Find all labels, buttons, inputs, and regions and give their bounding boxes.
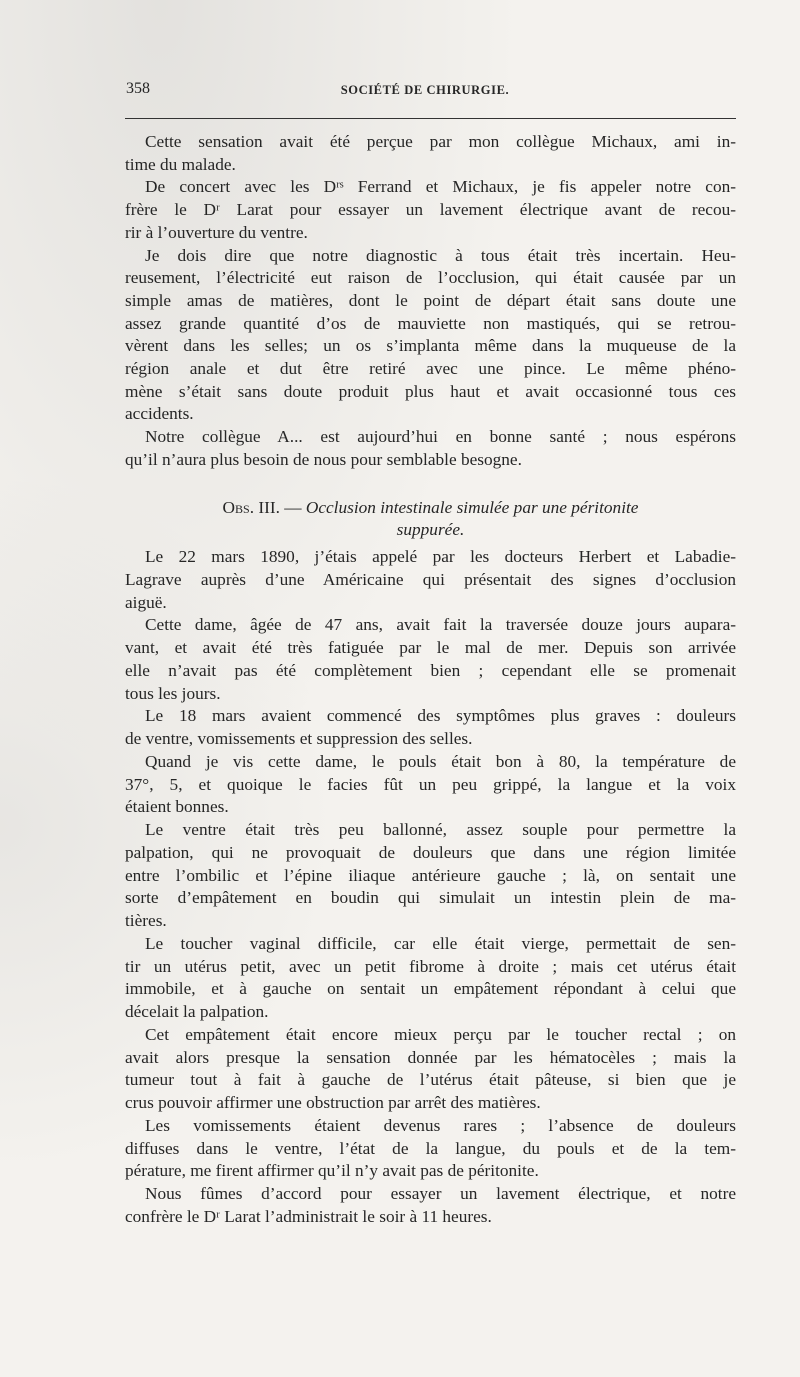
text-line: Quand je vis cette dame, le pouls était bon à 80, la température de [145, 751, 736, 771]
text-line: rir à l’ouverture du ventre. [125, 222, 308, 242]
text-line: Le 18 mars avaient commencé des symptômes plus graves : douleurs [145, 706, 736, 726]
text-line: simple amas de matières, dont le point de départ était sans doute une [125, 290, 736, 310]
text-line: confrère le Dʳ Larat l’administrait le soir à 11 heures. [125, 1206, 492, 1226]
text-line: palpation, qui ne provoquait de douleurs que dans une région limitée [125, 842, 736, 862]
text-line: vant, et avait été très fatiguée par le mal de mer. Depuis son arrivée [125, 638, 736, 657]
header-rule [125, 118, 736, 119]
text-line: tières. [125, 911, 167, 930]
text-line: avait alors presque la sensation donnée par les hématocèles ; mais la [125, 1047, 736, 1067]
text-line: mène s’était sans doute produit plus haut et avait occasionné tous ces [125, 381, 736, 401]
text-line: assez grande quantité d’os de mauviette non mastiqués, qui se retrou- [125, 313, 736, 333]
text-line: reusement, l’électricité eut raison de l’occlusion, qui était causée par un [125, 268, 736, 288]
text-line: Cette sensation avait été perçue par mon collègue Michaux, ami in- [145, 132, 736, 151]
text-line: Je dois dire que notre diagnostic à tous était très incertain. Heu- [145, 245, 736, 265]
text-line: de ventre, vomissements et suppression des selles. [125, 729, 473, 748]
running-title: SOCIÉTÉ DE CHIRURGIE. [340, 83, 510, 97]
text-line: aiguë. [125, 592, 167, 612]
text-line: elle n’avait pas été complètement bien ; cependant elle se promenait [125, 660, 736, 680]
text-line: décelait la palpation. [125, 1002, 269, 1021]
text-line: immobile, et à gauche on sentait un empâtement répondant à celui que [125, 979, 736, 999]
text-line: Les vomissements étaient devenus rares ; l’absence de douleurs [145, 1115, 736, 1135]
text-line: sorte d’empâtement en boudin qui simulait un intestin plein de ma- [125, 888, 736, 908]
text-line: Cet empâtement était encore mieux perçu par le toucher rectal ; on [145, 1024, 736, 1044]
text-line: Cette dame, âgée de 47 ans, avait fait la traversée douze jours aupara- [145, 615, 736, 635]
text-line: diffuses dans le ventre, l’état de la langue, du pouls et de la tem- [125, 1138, 736, 1158]
text-line: qu’il n’aura plus besoin de nous pour semblable besogne. [125, 449, 522, 469]
text-line: Lagrave auprès d’une Américaine qui présentait des signes d’occlusion [125, 569, 736, 589]
text-line: Le ventre était très peu ballonné, assez souple pour permettre la [145, 820, 736, 839]
section-heading-cont [125, 520, 736, 540]
text-line: Le 22 mars 1890, j’étais appelé par les docteurs Herbert et Labadie- [145, 547, 736, 566]
text-line: tumeur tout à fait à gauche de l’utérus était pâteuse, si bien que je [125, 1070, 736, 1090]
text-line: étaient bonnes. [125, 797, 229, 817]
text-line: frère le Dʳ Larat pour essayer un lavement électrique avant de recou- [125, 200, 736, 220]
text-line: tous les jours. [125, 683, 221, 703]
text-line: Notre collègue A... est aujourd’hui en bonne santé ; nous espérons [145, 427, 736, 447]
text-line: Nous fûmes d’accord pour essayer un lavement électrique, et notre [145, 1184, 736, 1203]
text-line: time du malade. [125, 154, 236, 174]
text-line: Le toucher vaginal difficile, car elle était vierge, permettait de sen- [145, 933, 736, 953]
text-line: région anale et dut être retiré avec une pince. Le même phéno- [125, 359, 736, 378]
observation-title-cont: suppurée. [396, 520, 465, 539]
text-line: accidents. [125, 404, 194, 424]
observation-title: Occlusion intestinale simulée par une péritonite [305, 498, 639, 517]
text-line: pérature, me firent affirmer qu’il n’y avait pas de péritonite. [125, 1161, 539, 1181]
page-number: 358 [126, 80, 150, 97]
text-line: tir un utérus petit, avec un petit fibrome à droite ; mais cet utérus était [125, 956, 736, 976]
text-line: De concert avec les Dʳˢ Ferrand et Michaux, je fis appeler notre con- [145, 177, 736, 197]
text-line: entre l’ombilic et l’épine iliaque antérieure gauche ; là, on sentait une [125, 865, 736, 885]
section-heading [125, 498, 736, 518]
observation-label: Obs. III. — [222, 498, 302, 517]
text-line: 37°, 5, et quoique le facies fût un peu grippé, la langue et la voix [125, 774, 736, 794]
text-line: vèrent dans les selles; un os s’implanta même dans la muqueuse de la [125, 336, 736, 356]
text-line: crus pouvoir affirmer une obstruction par arrêt des matières. [125, 1093, 541, 1112]
